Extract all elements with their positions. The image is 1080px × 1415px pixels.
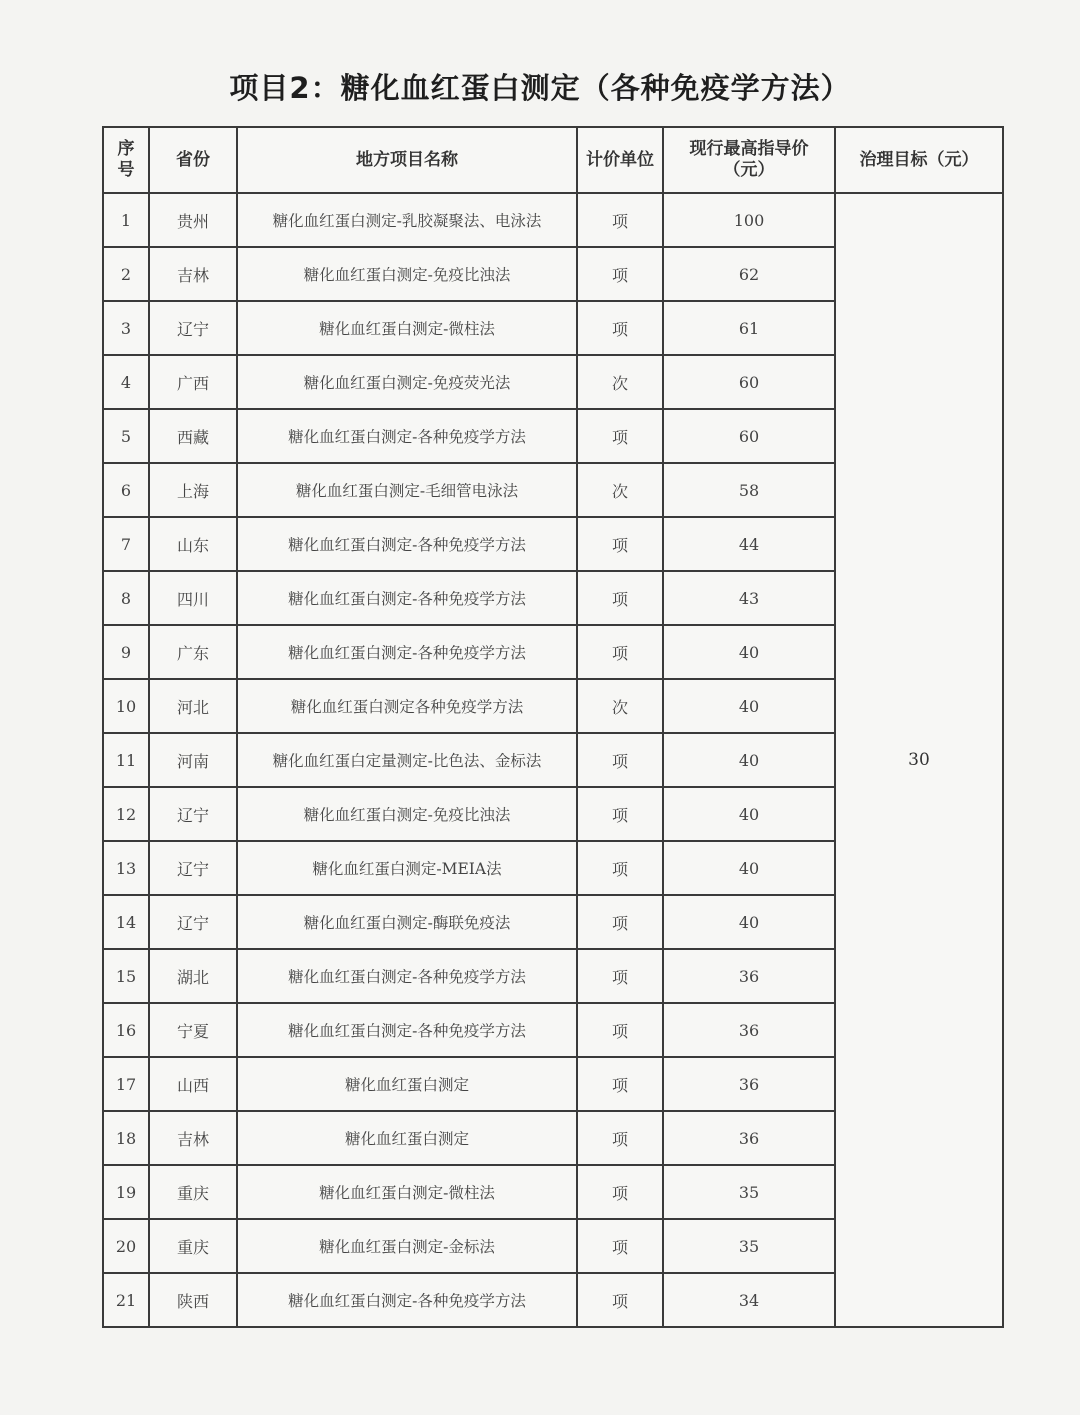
cell-seq: 16 bbox=[103, 1003, 149, 1057]
cell-unit: 次 bbox=[577, 679, 663, 733]
cell-item-name: 糖化血红蛋白定量测定-比色法、金标法 bbox=[237, 733, 577, 787]
cell-unit: 项 bbox=[577, 1003, 663, 1057]
cell-seq: 13 bbox=[103, 841, 149, 895]
cell-item-name: 糖化血红蛋白测定-酶联免疫法 bbox=[237, 895, 577, 949]
cell-item-name: 糖化血红蛋白测定-各种免疫学方法 bbox=[237, 625, 577, 679]
cell-item-name: 糖化血红蛋白测定-各种免疫学方法 bbox=[237, 1273, 577, 1327]
cell-price: 40 bbox=[663, 733, 835, 787]
cell-price: 34 bbox=[663, 1273, 835, 1327]
cell-item-name: 糖化血红蛋白测定 bbox=[237, 1057, 577, 1111]
cell-seq: 6 bbox=[103, 463, 149, 517]
cell-seq: 3 bbox=[103, 301, 149, 355]
cell-price: 40 bbox=[663, 895, 835, 949]
price-table bbox=[102, 126, 1004, 1328]
cell-province: 四川 bbox=[149, 571, 237, 625]
cell-item-name: 糖化血红蛋白测定-MEIA法 bbox=[237, 841, 577, 895]
cell-item-name: 糖化血红蛋白测定-各种免疫学方法 bbox=[237, 949, 577, 1003]
header-seq bbox=[103, 127, 149, 193]
cell-province: 吉林 bbox=[149, 1111, 237, 1165]
cell-province: 西藏 bbox=[149, 409, 237, 463]
cell-seq: 15 bbox=[103, 949, 149, 1003]
cell-item-name: 糖化血红蛋白测定-免疫比浊法 bbox=[237, 247, 577, 301]
cell-seq: 2 bbox=[103, 247, 149, 301]
cell-item-name: 糖化血红蛋白测定-乳胶凝聚法、电泳法 bbox=[237, 193, 577, 247]
cell-seq: 21 bbox=[103, 1273, 149, 1327]
cell-seq: 20 bbox=[103, 1219, 149, 1273]
table-row bbox=[103, 193, 1003, 247]
cell-unit: 项 bbox=[577, 517, 663, 571]
cell-seq: 1 bbox=[103, 193, 149, 247]
cell-seq: 4 bbox=[103, 355, 149, 409]
cell-price: 35 bbox=[663, 1219, 835, 1273]
cell-seq: 5 bbox=[103, 409, 149, 463]
cell-price: 60 bbox=[663, 409, 835, 463]
cell-unit: 项 bbox=[577, 733, 663, 787]
cell-province: 山西 bbox=[149, 1057, 237, 1111]
header-target: 治理目标（元） bbox=[835, 127, 1003, 193]
cell-price: 36 bbox=[663, 1111, 835, 1165]
cell-province: 宁夏 bbox=[149, 1003, 237, 1057]
cell-item-name: 糖化血红蛋白测定-各种免疫学方法 bbox=[237, 517, 577, 571]
cell-price: 43 bbox=[663, 571, 835, 625]
cell-item-name: 糖化血红蛋白测定-免疫荧光法 bbox=[237, 355, 577, 409]
cell-price: 36 bbox=[663, 1057, 835, 1111]
cell-item-name: 糖化血红蛋白测定-各种免疫学方法 bbox=[237, 409, 577, 463]
cell-unit: 项 bbox=[577, 571, 663, 625]
cell-unit: 项 bbox=[577, 1111, 663, 1165]
cell-item-name: 糖化血红蛋白测定-各种免疫学方法 bbox=[237, 571, 577, 625]
cell-province: 重庆 bbox=[149, 1165, 237, 1219]
cell-price: 60 bbox=[663, 355, 835, 409]
page-title: 项目2：糖化血红蛋白测定（各种免疫学方法） bbox=[229, 71, 851, 105]
cell-province: 广西 bbox=[149, 355, 237, 409]
cell-province: 贵州 bbox=[149, 193, 237, 247]
cell-item-name: 糖化血红蛋白测定-微柱法 bbox=[237, 1165, 577, 1219]
cell-price: 61 bbox=[663, 301, 835, 355]
cell-province: 重庆 bbox=[149, 1219, 237, 1273]
cell-price: 40 bbox=[663, 841, 835, 895]
cell-unit: 项 bbox=[577, 949, 663, 1003]
cell-unit: 项 bbox=[577, 841, 663, 895]
cell-unit: 项 bbox=[577, 1219, 663, 1273]
cell-seq: 8 bbox=[103, 571, 149, 625]
table-body bbox=[103, 193, 1003, 1327]
cell-item-name: 糖化血红蛋白测定-毛细管电泳法 bbox=[237, 463, 577, 517]
cell-province: 山东 bbox=[149, 517, 237, 571]
cell-price: 44 bbox=[663, 517, 835, 571]
cell-item-name: 糖化血红蛋白测定-微柱法 bbox=[237, 301, 577, 355]
cell-seq: 17 bbox=[103, 1057, 149, 1111]
cell-unit: 项 bbox=[577, 1057, 663, 1111]
cell-unit: 项 bbox=[577, 625, 663, 679]
cell-unit: 项 bbox=[577, 193, 663, 247]
header-seq-line2: 号 bbox=[117, 160, 135, 180]
cell-province: 辽宁 bbox=[149, 841, 237, 895]
header-price-line2: （元） bbox=[723, 160, 775, 180]
cell-seq: 14 bbox=[103, 895, 149, 949]
cell-unit: 项 bbox=[577, 895, 663, 949]
header-province: 省份 bbox=[149, 127, 237, 193]
cell-unit: 次 bbox=[577, 463, 663, 517]
cell-item-name: 糖化血红蛋白测定 bbox=[237, 1111, 577, 1165]
cell-item-name: 糖化血红蛋白测定各种免疫学方法 bbox=[237, 679, 577, 733]
cell-price: 58 bbox=[663, 463, 835, 517]
cell-unit: 项 bbox=[577, 301, 663, 355]
cell-price: 35 bbox=[663, 1165, 835, 1219]
cell-unit: 项 bbox=[577, 247, 663, 301]
cell-unit: 项 bbox=[577, 1273, 663, 1327]
cell-seq: 9 bbox=[103, 625, 149, 679]
cell-item-name: 糖化血红蛋白测定-各种免疫学方法 bbox=[237, 1003, 577, 1057]
cell-seq: 12 bbox=[103, 787, 149, 841]
cell-price: 36 bbox=[663, 949, 835, 1003]
cell-province: 广东 bbox=[149, 625, 237, 679]
cell-province: 辽宁 bbox=[149, 301, 237, 355]
cell-seq: 10 bbox=[103, 679, 149, 733]
cell-province: 辽宁 bbox=[149, 895, 237, 949]
cell-target-value: 30 bbox=[835, 193, 1003, 1327]
cell-province: 辽宁 bbox=[149, 787, 237, 841]
cell-price: 40 bbox=[663, 625, 835, 679]
cell-price: 36 bbox=[663, 1003, 835, 1057]
cell-province: 上海 bbox=[149, 463, 237, 517]
cell-price: 40 bbox=[663, 679, 835, 733]
cell-unit: 项 bbox=[577, 787, 663, 841]
cell-price: 40 bbox=[663, 787, 835, 841]
cell-province: 河北 bbox=[149, 679, 237, 733]
cell-price: 62 bbox=[663, 247, 835, 301]
cell-seq: 18 bbox=[103, 1111, 149, 1165]
cell-province: 湖北 bbox=[149, 949, 237, 1003]
cell-price: 100 bbox=[663, 193, 835, 247]
header-item-name: 地方项目名称 bbox=[237, 127, 577, 193]
table-header-row bbox=[103, 127, 1003, 193]
cell-unit: 项 bbox=[577, 409, 663, 463]
cell-province: 河南 bbox=[149, 733, 237, 787]
header-seq-line1: 序 bbox=[117, 139, 135, 159]
cell-unit: 项 bbox=[577, 1165, 663, 1219]
cell-item-name: 糖化血红蛋白测定-金标法 bbox=[237, 1219, 577, 1273]
cell-province: 陕西 bbox=[149, 1273, 237, 1327]
cell-item-name: 糖化血红蛋白测定-免疫比浊法 bbox=[237, 787, 577, 841]
header-price-line1: 现行最高指导价 bbox=[689, 139, 809, 159]
cell-seq: 7 bbox=[103, 517, 149, 571]
cell-seq: 19 bbox=[103, 1165, 149, 1219]
header-price bbox=[663, 127, 835, 193]
cell-unit: 次 bbox=[577, 355, 663, 409]
cell-province: 吉林 bbox=[149, 247, 237, 301]
header-unit: 计价单位 bbox=[577, 127, 663, 193]
cell-seq: 11 bbox=[103, 733, 149, 787]
